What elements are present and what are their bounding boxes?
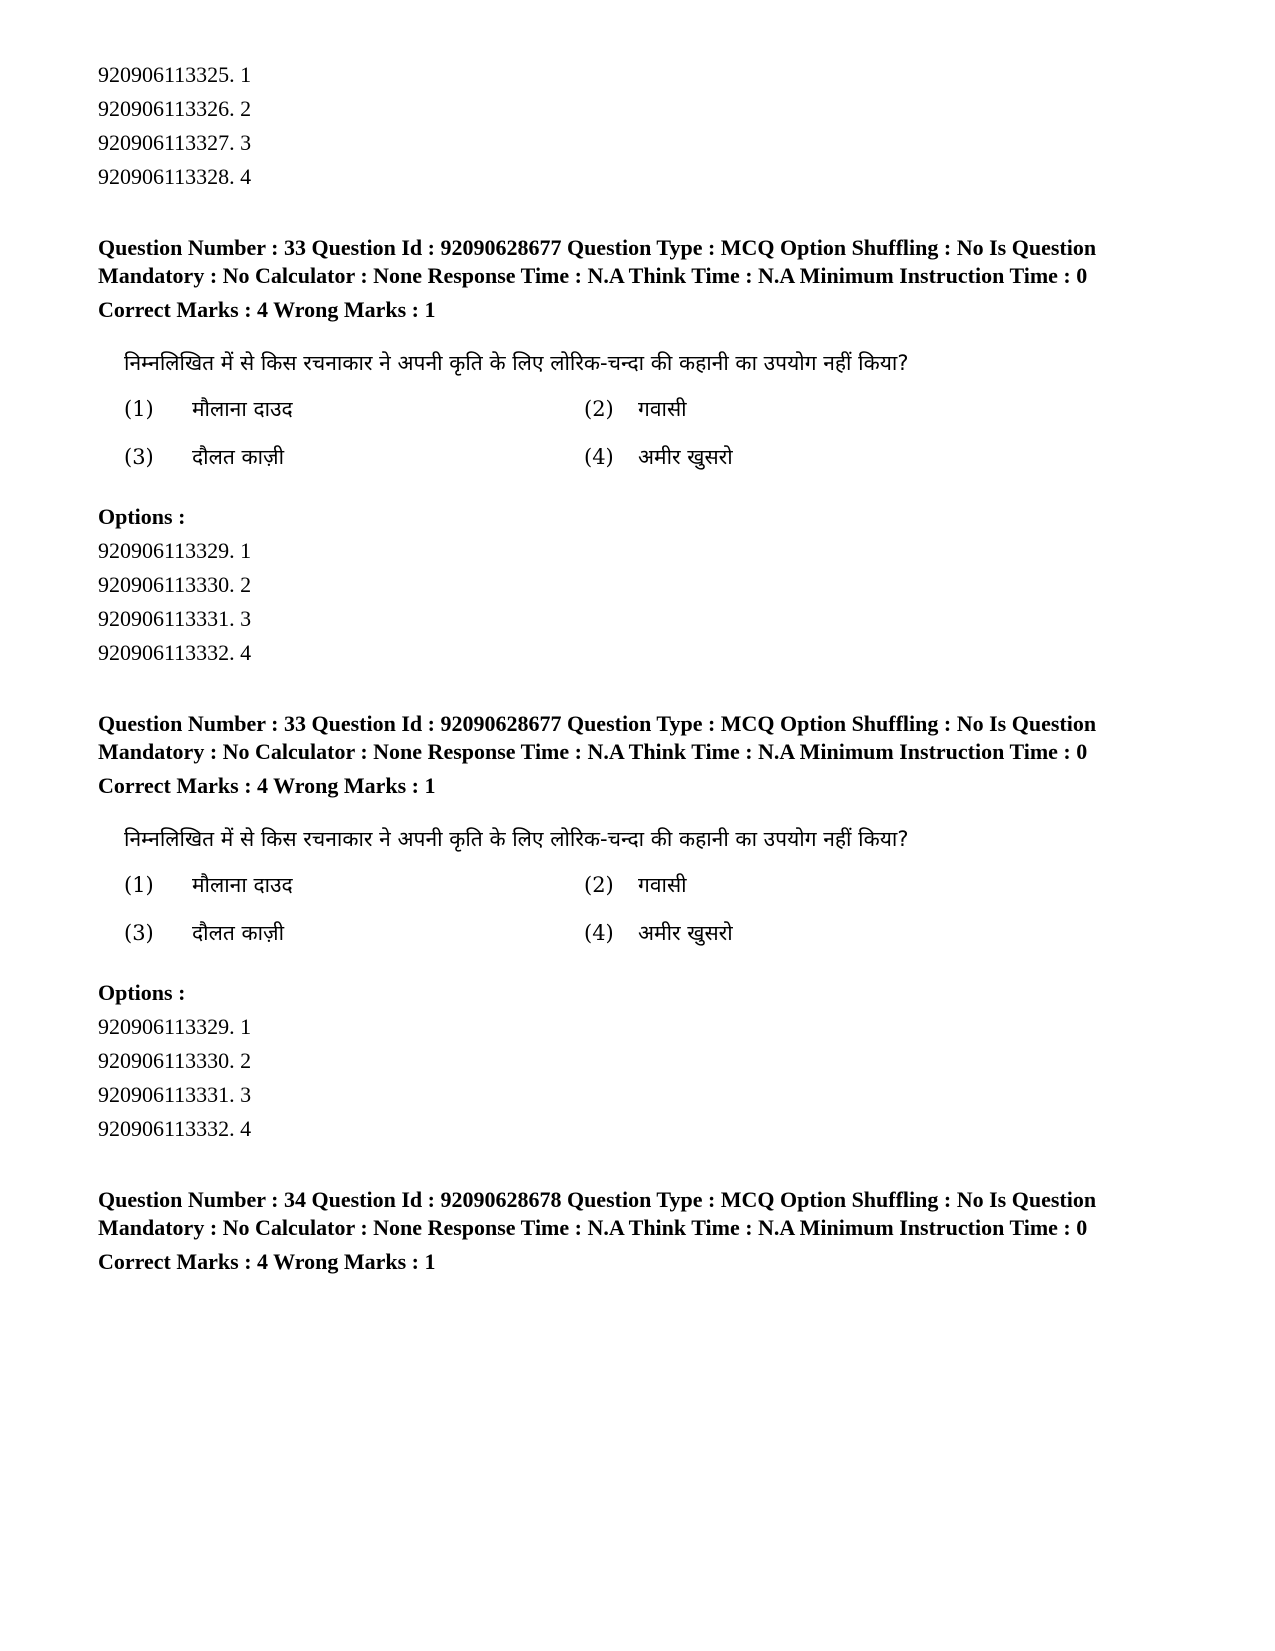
option-line: 920906113326. 2: [98, 96, 252, 121]
option-line: 920906113328. 4: [98, 164, 252, 189]
choice-number: (1): [124, 873, 154, 897]
answer-choice: [584, 394, 824, 424]
option-line: 920906113332. 4: [98, 1116, 252, 1141]
question-marks: Correct Marks : 4 Wrong Marks : 1: [98, 297, 436, 322]
answer-choice: [124, 394, 584, 424]
answer-choices: [124, 870, 824, 948]
question-block: [98, 234, 1178, 670]
answer-choice: [124, 442, 584, 472]
option-line: 920906113329. 1: [98, 538, 252, 563]
choice-number: (3): [124, 445, 154, 469]
choice-text: गवासी: [638, 397, 687, 421]
answer-choice: [584, 442, 824, 472]
option-line: 920906113325. 1: [98, 62, 252, 87]
question-text: निम्नलिखित में से किस रचनाकार ने अपनी कृति के लिए लोरिक-चन्दा की कहानी का उपयोग नहीं किया?: [124, 827, 909, 851]
choice-text: मौलाना दाउद: [192, 397, 293, 421]
option-line: 920906113330. 2: [98, 1048, 252, 1073]
options-list: [98, 534, 1178, 670]
document-page: [98, 58, 1178, 1276]
option-line: 920906113329. 1: [98, 1014, 252, 1039]
choice-text: गवासी: [638, 873, 687, 897]
answer-choice: [124, 870, 584, 900]
choice-number: (4): [584, 921, 614, 945]
options-label: Options :: [98, 504, 186, 529]
choice-text: अमीर खुसरो: [638, 445, 733, 469]
question-meta: Question Number : 34 Question Id : 92090628678 Question Type : MCQ Option Shuffling : No Is Question Mandatory : No Calculator : None Response Time : N.A Think Time : N.A Minimum Instruction Time : 0: [98, 1187, 1097, 1240]
question-marks: Correct Marks : 4 Wrong Marks : 1: [98, 1249, 436, 1274]
choice-text: अमीर खुसरो: [638, 921, 733, 945]
option-line: 920906113332. 4: [98, 640, 252, 665]
answer-choice: [124, 918, 584, 948]
answer-choice: [584, 870, 824, 900]
leading-options-list: [98, 58, 1178, 194]
options-list: [98, 1010, 1178, 1146]
choice-text: दौलत काज़ी: [192, 445, 285, 469]
choice-number: (4): [584, 445, 614, 469]
option-line: 920906113331. 3: [98, 606, 252, 631]
question-meta: Question Number : 33 Question Id : 92090628677 Question Type : MCQ Option Shuffling : No Is Question Mandatory : No Calculator : None Response Time : N.A Think Time : N.A Minimum Instruction Time : 0: [98, 235, 1097, 288]
option-line: 920906113330. 2: [98, 572, 252, 597]
question-marks: Correct Marks : 4 Wrong Marks : 1: [98, 773, 436, 798]
options-label: Options :: [98, 980, 186, 1005]
question-block: [98, 1186, 1178, 1276]
choice-number: (2): [584, 873, 614, 897]
question-text: निम्नलिखित में से किस रचनाकार ने अपनी कृति के लिए लोरिक-चन्दा की कहानी का उपयोग नहीं किया?: [124, 351, 909, 375]
question-block: [98, 710, 1178, 1146]
choice-number: (3): [124, 921, 154, 945]
option-line: 920906113331. 3: [98, 1082, 252, 1107]
option-line: 920906113327. 3: [98, 130, 252, 155]
question-meta: Question Number : 33 Question Id : 92090628677 Question Type : MCQ Option Shuffling : No Is Question Mandatory : No Calculator : None Response Time : N.A Think Time : N.A Minimum Instruction Time : 0: [98, 711, 1097, 764]
answer-choice: [584, 918, 824, 948]
choice-text: मौलाना दाउद: [192, 873, 293, 897]
answer-choices: [124, 394, 824, 472]
choice-text: दौलत काज़ी: [192, 921, 285, 945]
choice-number: (1): [124, 397, 154, 421]
choice-number: (2): [584, 397, 614, 421]
